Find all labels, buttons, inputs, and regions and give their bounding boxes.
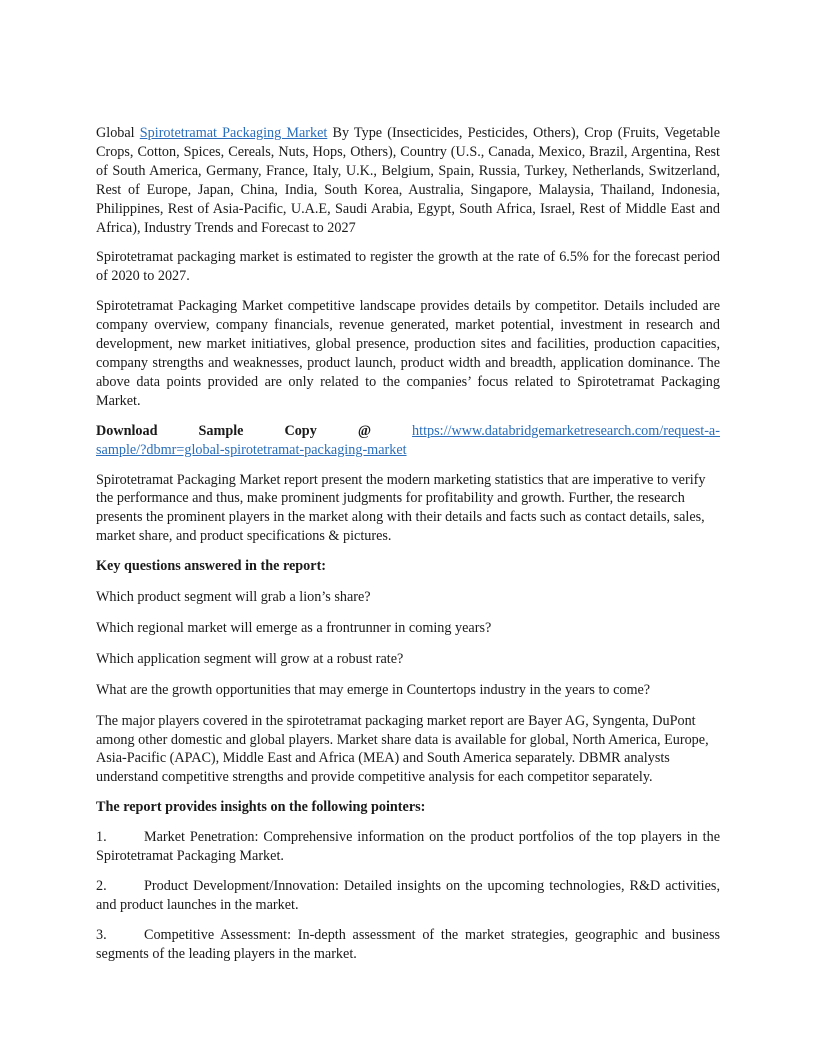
download-line: [96, 422, 720, 441]
pointer-number: 1.: [96, 829, 107, 846]
sample-word: Sample: [198, 422, 244, 439]
intro-prefix: Global: [96, 125, 135, 141]
intro-rest: By Type (Insecticides, Pesticides, Others), Crop (Fruits, Vegetable Crops, Cotton, Spices, Cereals, Nuts, Hops, Others), Country (U.S., Canada, Mexico, Brazil, Argentina, Rest of South America, Germany, France, Italy, U.K., Belgium, Spain, Russia, Turkey, Netherlands, Switzerland, Rest of Europe, Japan, China, India, South Korea, Australia, Singapore, Malaysia, Thailand, Indonesia, Philippines, Rest of Asia-Pacific, U.A.E, Saudi Arabia, Egypt, South Africa, Israel, Rest of Middle East and Africa), Industry Trends and Forecast to 2027: [96, 125, 720, 236]
document-page: [96, 124, 720, 975]
at-sign: @: [357, 422, 372, 439]
question-item: What are the growth opportunities that may emerge in Countertops industry in the years to come?: [96, 681, 651, 698]
intro-paragraph: [96, 124, 720, 237]
key-questions-heading: Key questions answered in the report:: [96, 558, 327, 575]
pointer-text: Market Penetration: Comprehensive information on the product portfolios of the top players in the Spirotetramat Packaging Market.: [96, 829, 720, 865]
growth-paragraph: Spirotetramat packaging market is estimated to register the growth at the rate of 6.5% for the forecast period of 2020 to 2027.: [96, 249, 720, 285]
pointer-number: 3.: [96, 926, 107, 943]
pointer-text: Product Development/Innovation: Detailed insights on the upcoming technologies, R&D activities, and product launches in the market.: [96, 878, 720, 913]
question-item: Which regional market will emerge as a frontrunner in coming years?: [96, 619, 492, 636]
pointers-heading: The report provides insights on the following pointers:: [96, 799, 426, 816]
report-paragraph: Spirotetramat Packaging Market report present the modern marketing statistics that are imperative to verify the performance and thus, make prominent judgments for profitability and growth. Further, the research presents the prominent players in the market along with their details and facts such as contact details, sales, market share, and product specifications & pictures.: [96, 471, 706, 545]
sample-url-link-part1[interactable]: https://www.databridgemarketresearch.com/request-a-: [412, 422, 720, 439]
pointer-number: 2.: [96, 878, 107, 894]
pointer-item: [96, 877, 720, 915]
pointer-text: Competitive Assessment: In-depth assessment of the market strategies, geographic and business segments of the leading players in the market.: [96, 926, 720, 962]
title-link[interactable]: Spirotetramat Packaging Market: [139, 125, 328, 141]
sample-url-link-part2[interactable]: sample/?dbmr=global-spirotetramat-packaging-market: [96, 441, 407, 458]
landscape-paragraph: Spirotetramat Packaging Market competitive landscape provides details by competitor. Details included are company overview, company financials, revenue generated, market potential, investment in research and development, new market initiatives, global presence, production sites and facilities, production capacities, company strengths and weaknesses, product launch, product width and breadth, application dominance. The above data points provided are only related to the companies’ focus related to Spirotetramat Packaging Market.: [96, 298, 720, 409]
players-paragraph: The major players covered in the spirotetramat packaging market report are Bayer AG, Syngenta, DuPont among other domestic and global players. Market share data is available for global, North America, Europe, Asia-Pacific (APAC), Middle East and Africa (MEA) and South America separately. DBMR analysts understand competitive strengths and provide competitive analysis for each competitor separately.: [96, 712, 709, 786]
pointer-item: [96, 926, 720, 964]
download-word: Download: [96, 422, 158, 439]
download-sample-paragraph: [96, 422, 720, 460]
copy-word: Copy: [284, 422, 317, 439]
pointer-item: [96, 828, 720, 866]
question-item: Which application segment will grow at a robust rate?: [96, 650, 404, 667]
question-item: Which product segment will grab a lion’s share?: [96, 589, 371, 606]
